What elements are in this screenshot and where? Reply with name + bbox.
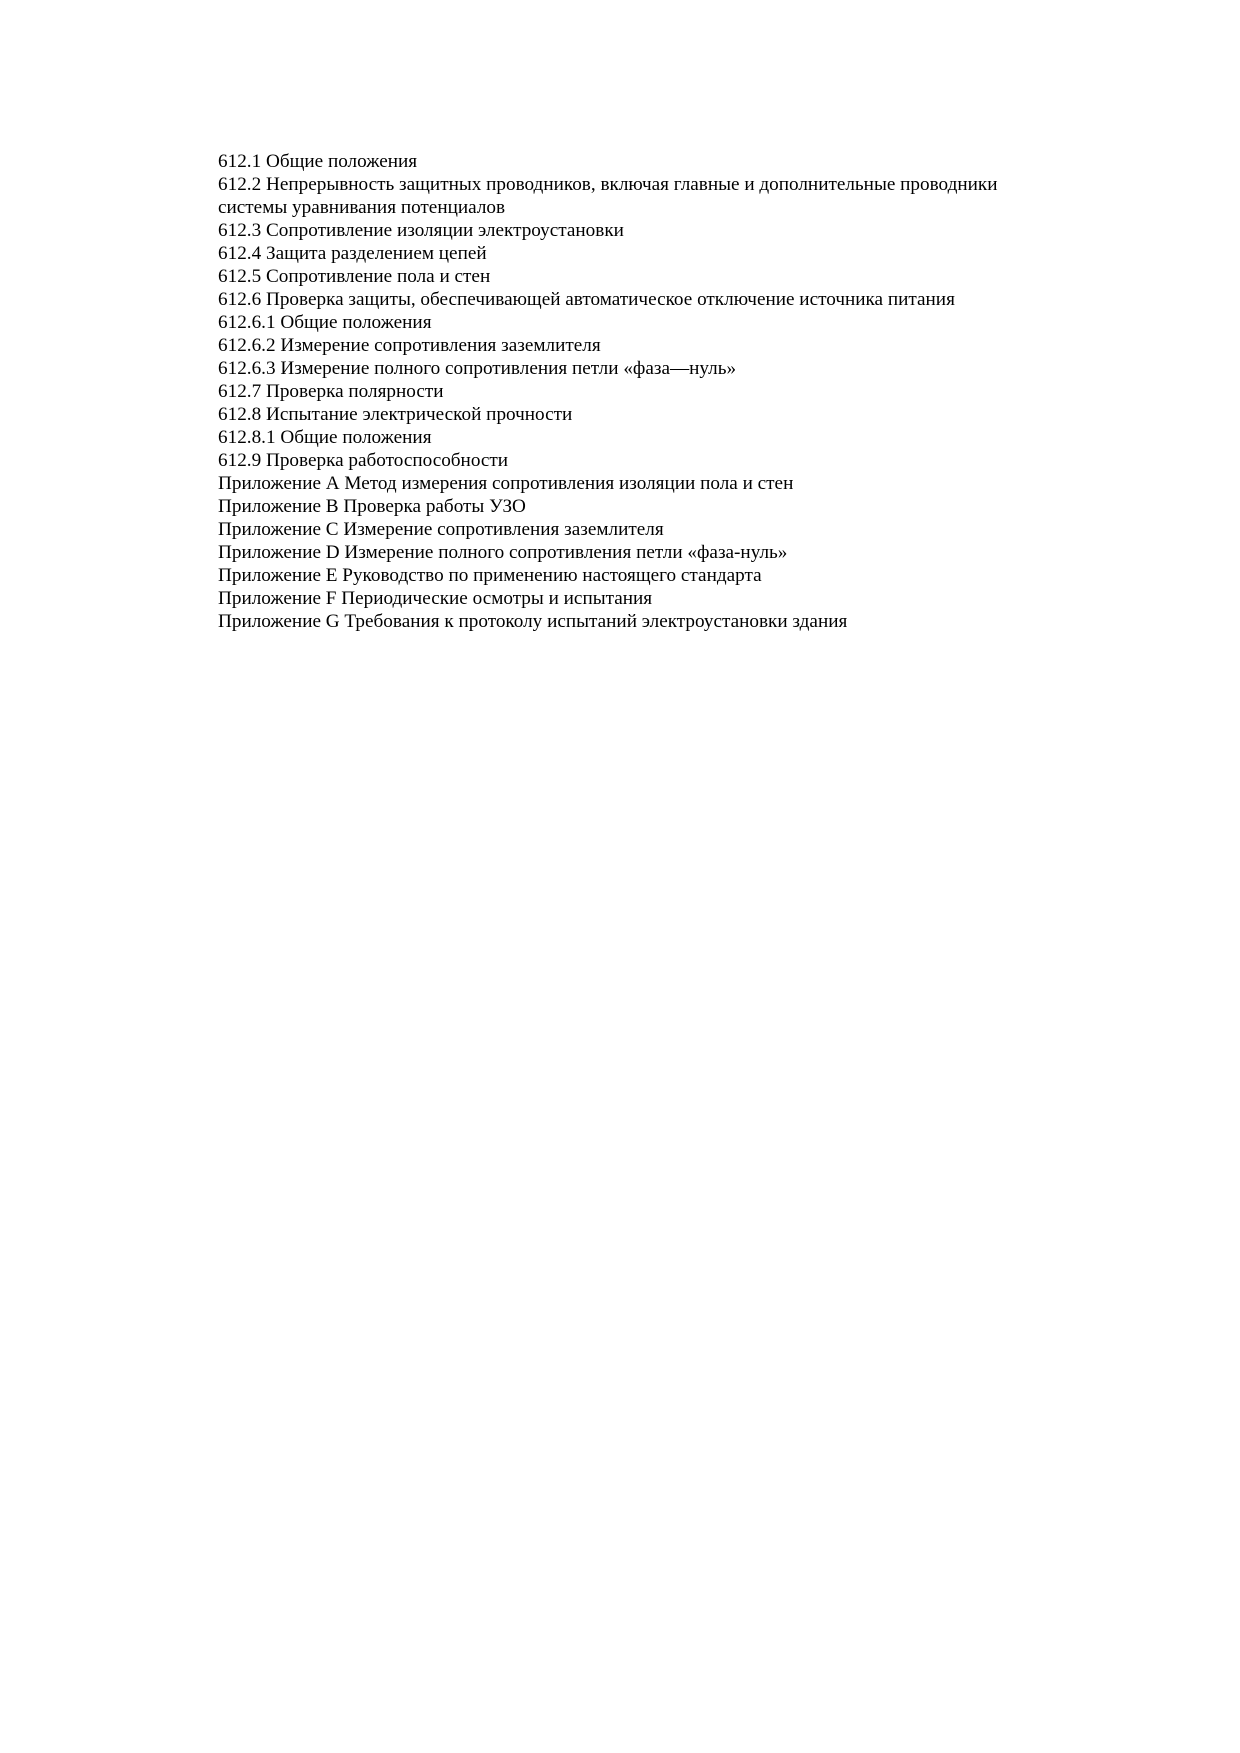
toc-entry: 612.5 Сопротивление пола и стен <box>218 266 491 287</box>
toc-entry: 612.8.1 Общие положения <box>218 427 432 448</box>
toc-entry: 612.6.2 Измерение сопротивления заземлителя <box>218 335 601 356</box>
toc-entry: Приложение В Проверка работы УЗО <box>218 496 526 517</box>
toc-entry: 612.4 Защита разделением цепей <box>218 243 487 264</box>
toc-entry: 612.3 Сопротивление изоляции электроустановки <box>218 220 624 241</box>
toc-entry: 612.6.3 Измерение полного сопротивления петли «фаза—нуль» <box>218 358 737 379</box>
table-of-contents <box>188 150 1053 633</box>
toc-entry: Приложение Е Руководство по применению настоящего стандарта <box>218 565 762 586</box>
toc-entry-continuation: системы уравнивания потенциалов <box>218 197 506 218</box>
toc-entry: 612.2 Непрерывность защитных проводников, включая главные и дополнительные проводники <box>218 174 998 195</box>
toc-entry: Приложение G Требования к протоколу испытаний электроустановки здания <box>218 611 848 632</box>
toc-entry: Приложение С Измерение сопротивления заземлителя <box>218 519 664 540</box>
toc-entry: 612.9 Проверка работоспособности <box>218 450 509 471</box>
toc-entry: Приложение F Периодические осмотры и испытания <box>218 588 653 609</box>
toc-entry: 612.6.1 Общие положения <box>218 312 432 333</box>
toc-entry: 612.8 Испытание электрической прочности <box>218 404 573 425</box>
toc-entry: 612.6 Проверка защиты, обеспечивающей автоматическое отключение источника питания <box>218 289 955 310</box>
toc-entry: 612.7 Проверка полярности <box>218 381 444 402</box>
toc-entry: Приложение А Метод измерения сопротивления изоляции пола и стен <box>218 473 794 494</box>
toc-entry: Приложение D Измерение полного сопротивления петли «фаза-нуль» <box>218 542 788 563</box>
toc-entry: 612.1 Общие положения <box>218 151 418 172</box>
